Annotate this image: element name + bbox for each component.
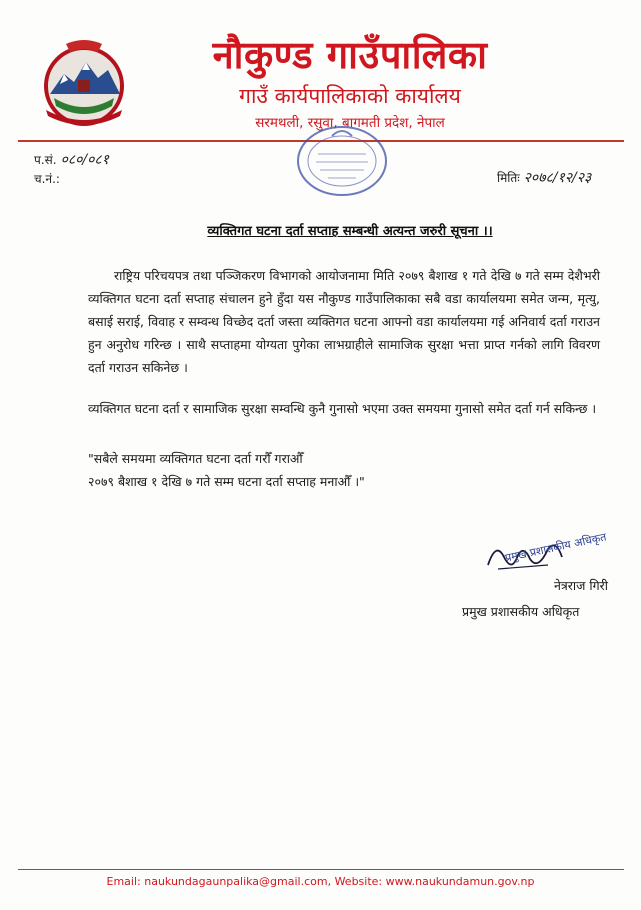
nepal-emblem-logo	[36, 36, 132, 128]
patra-label: प.सं.	[34, 153, 57, 167]
letter-date	[497, 168, 591, 187]
footer-contact: Email: naukundagaunpalika@gmail.com, Website: www.naukundamun.gov.np	[106, 875, 535, 888]
signature-stamp-text: प्रमुख प्रशासकीय अधिकृत	[503, 530, 608, 565]
notice-subject: व्यक्तिगत घटना दर्ता सप्ताह सम्बन्धी अत्यन्त जरुरी सूचना ।।	[207, 224, 493, 239]
footer-divider	[18, 869, 624, 870]
office-address: सरमथली, रसुवा, बागमती प्रदेश, नेपाल	[255, 115, 445, 131]
chalani-label: च.नं.:	[34, 172, 60, 186]
body-paragraph-2: व्यक्तिगत घटना दर्ता र सामाजिक सुरक्षा सम्वन्धि कुनै गुनासो भएमा उक्त समयमा गुनासो समेत दर्ता गर्न सकिन्छ ।	[88, 401, 597, 416]
official-stamp-seal	[292, 122, 392, 200]
office-name: गाउँ कार्यपालिकाको कार्यालय	[239, 84, 461, 108]
date-label: मितिः	[497, 171, 520, 185]
date-value: २०७८/१२/२३	[523, 170, 592, 186]
slogan-line-1: "सबैले समयमा व्यक्तिगत घटना दर्ता गरौँ गराऔँ	[88, 451, 303, 466]
slogan-line-2: २०७९ बैशाख १ देखि ७ गते सम्म घटना दर्ता सप्ताह मनाऔँ ।"	[88, 474, 365, 489]
patra-value: ०८०/०८१	[60, 152, 109, 168]
slogan-quote	[88, 447, 600, 493]
signatory-name: नेत्रराज गिरी	[553, 578, 608, 593]
organization-name: नौकुण्ड गाउँपालिका	[212, 33, 488, 77]
letter-reference-number	[34, 150, 109, 169]
dispatch-number	[34, 170, 64, 187]
body-paragraph-1: राष्ट्रिय परिचयपत्र तथा पञ्जिकरण विभागको आयोजनामा मिति २०७९ बैशाख १ गते देखि ७ गते सम्म देशैभरी व्यक्तिगत घटना दर्ता सप्ताह संचालन हुने हुँदा यस नौकुण्ड गाउँपालिकाका सबै वडा कार्यालयमा समेत जन्म, मृत्यु, बसाई सराई, विवाह र सम्वन्ध विच्छेद दर्ता जस्ता व्यक्तिगत घटना आफ्नो वडा कार्यालयमा गई अनिवार्य दर्ता गराउन हुन अनुरोध गरिन्छ । साथै सप्ताहमा योग्यता पुगेका लाभग्राहीले सामाजिक सुरक्षा भत्ता प्राप्त गर्नको लागि विवरण दर्ता गराउन सकिनेछ ।	[88, 268, 600, 375]
signatory-title: प्रमुख प्रशासकीय अधिकृत	[462, 604, 580, 619]
